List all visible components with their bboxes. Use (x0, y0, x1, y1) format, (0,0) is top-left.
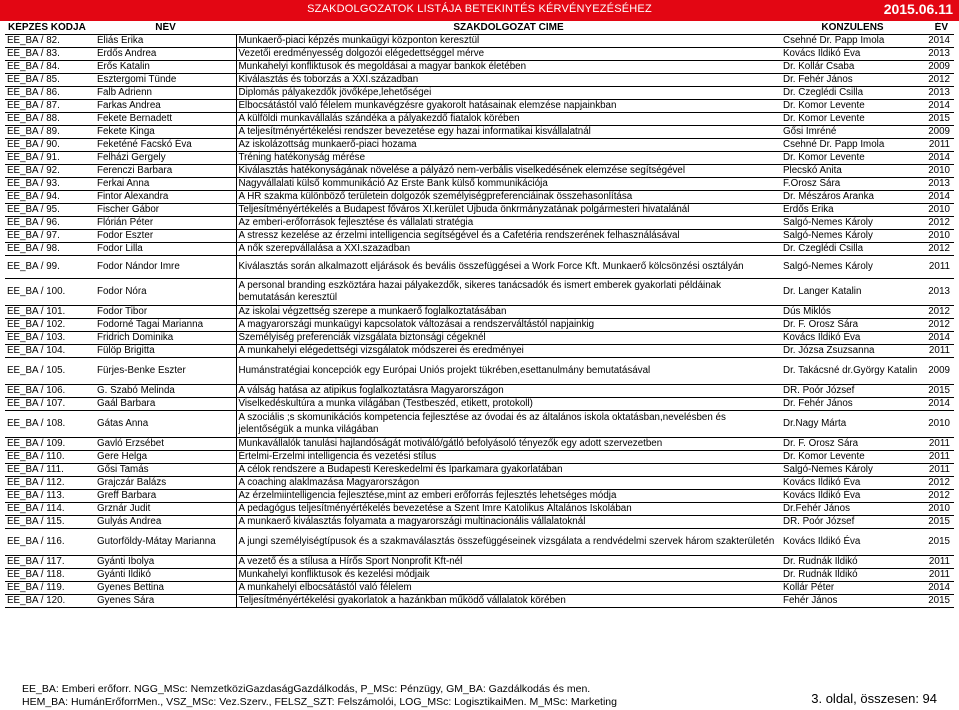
cell-year: 2010 (924, 411, 954, 438)
cell-title: A munkaerő kiválasztás folyamata a magyarországi multinacionális vállalatoknál (236, 516, 781, 529)
cell-consultant: Salgó-Nemes Károly (781, 256, 924, 279)
cell-code: EE_BA / 102. (5, 319, 95, 332)
cell-code: EE_BA / 92. (5, 165, 95, 178)
cell-name: Fekete Bernadett (95, 113, 236, 126)
cell-name: Gulyás Andrea (95, 516, 236, 529)
cell-consultant: Dr. Langer Katalin (781, 279, 924, 306)
cell-code: EE_BA / 97. (5, 230, 95, 243)
cell-code: EE_BA / 112. (5, 477, 95, 490)
column-header-code: KÉPZÉS KÓDJA (5, 22, 95, 35)
cell-name: Gátas Anna (95, 411, 236, 438)
table-row (5, 204, 954, 217)
cell-code: EE_BA / 90. (5, 139, 95, 152)
cell-title: A jungi személyiségtípusok és a szakmaválasztás összefüggéseinek vizsgálata a rendvédelmi szervek három szakterületén (236, 529, 781, 556)
abbreviation-legend (22, 683, 617, 709)
table-row (5, 191, 954, 204)
table-row (5, 152, 954, 165)
cell-code: EE_BA / 101. (5, 306, 95, 319)
cell-consultant: Plecskó Anita (781, 165, 924, 178)
cell-year: 2012 (924, 74, 954, 87)
cell-title: Humánstratégiai koncepciók egy Európai Uniós projekt tükrében,esettanulmány bemutatásával (236, 358, 781, 385)
cell-code: EE_BA / 82. (5, 35, 95, 48)
cell-title: A magyarországi munkaügyi kapcsolatok változásai a rendszerváltástól napjainkig (236, 319, 781, 332)
cell-title: Értelmi-Érzelmi intelligencia és vezetési stílus (236, 451, 781, 464)
table-row (5, 464, 954, 477)
cell-title: A HR szakma különböző területein dolgozók személyiségpreferenciáinak összehasonlítása (236, 191, 781, 204)
cell-year: 2012 (924, 243, 954, 256)
cell-consultant: Dr. F. Orosz Sára (781, 319, 924, 332)
cell-code: EE_BA / 113. (5, 490, 95, 503)
cell-title: A personal branding eszköztára hazai pályakezdők, sikeres tanácsadók és ismert emberek gyakorlati példáinak bemutatásán keresztül (236, 279, 781, 306)
cell-title: Munkahelyi konfliktusok és megoldásai a magyar bankok életében (236, 61, 781, 74)
cell-consultant: Kovács Ildikó Éva (781, 477, 924, 490)
cell-consultant: Kovács Ildikó Éva (781, 332, 924, 345)
cell-consultant: Dr. Fehér János (781, 398, 924, 411)
cell-code: EE_BA / 108. (5, 411, 95, 438)
table-row (5, 385, 954, 398)
table-row (5, 529, 954, 556)
cell-year: 2015 (924, 595, 954, 608)
thesis-table (5, 22, 954, 608)
cell-year: 2010 (924, 230, 954, 243)
table-row (5, 74, 954, 87)
cell-name: Falb Adrienn (95, 87, 236, 100)
table-row (5, 451, 954, 464)
cell-code: EE_BA / 104. (5, 345, 95, 358)
cell-name: Gyánti Ibolya (95, 556, 236, 569)
table-row (5, 113, 954, 126)
cell-name: Gutorföldy-Mátay Marianna (95, 529, 236, 556)
cell-title: A pedagógus teljesítményértékelés bevezetése a Szent Imre Katolikus Általános Iskolában (236, 503, 781, 516)
cell-consultant: DR. Poór József (781, 516, 924, 529)
cell-name: Gyenes Sára (95, 595, 236, 608)
cell-name: Ferenczi Barbara (95, 165, 236, 178)
table-row (5, 490, 954, 503)
table-row (5, 48, 954, 61)
table-row (5, 217, 954, 230)
cell-code: EE_BA / 117. (5, 556, 95, 569)
cell-name: Fodorné Tagai Marianna (95, 319, 236, 332)
cell-consultant: Gősi Imréné (781, 126, 924, 139)
column-header-name: NÉV (95, 22, 236, 35)
cell-name: Greff Barbara (95, 490, 236, 503)
cell-title: Az érzelmiintelligencia fejlesztése,mint az emberi erőforrás fejlesztés lehetséges módja (236, 490, 781, 503)
cell-consultant: Kovács Ildikó Éva (781, 48, 924, 61)
table-row (5, 516, 954, 529)
cell-consultant: F.Orosz Sára (781, 178, 924, 191)
cell-year: 2015 (924, 529, 954, 556)
table-row (5, 243, 954, 256)
cell-code: EE_BA / 103. (5, 332, 95, 345)
cell-code: EE_BA / 107. (5, 398, 95, 411)
cell-consultant: Salgó-Nemes Károly (781, 217, 924, 230)
cell-year: 2011 (924, 569, 954, 582)
cell-title: A külföldi munkavállalás szándéka a pályakezdő fiatalok körében (236, 113, 781, 126)
cell-code: EE_BA / 119. (5, 582, 95, 595)
cell-year: 2015 (924, 385, 954, 398)
cell-consultant: Dr. Czeglédi Csilla (781, 87, 924, 100)
table-body (5, 35, 954, 608)
cell-code: EE_BA / 118. (5, 569, 95, 582)
cell-name: Grajczár Balázs (95, 477, 236, 490)
cell-name: Gaál Barbara (95, 398, 236, 411)
cell-title: Munkaerő-piaci képzés munkaügyi központon keresztül (236, 35, 781, 48)
cell-consultant: Salgó-Nemes Károly (781, 464, 924, 477)
table-header-row (5, 22, 954, 35)
cell-code: EE_BA / 94. (5, 191, 95, 204)
cell-name: Gyánti Ildikó (95, 569, 236, 582)
table-row (5, 319, 954, 332)
cell-code: EE_BA / 83. (5, 48, 95, 61)
cell-title: A nők szerepvállalása a XXI.szazadban (236, 243, 781, 256)
cell-name: Éliás Erika (95, 35, 236, 48)
cell-year: 2013 (924, 279, 954, 306)
cell-title: Teljesítményértékelés a Budapest főváros XI.kerület Újbuda önkrmányzatának polgármesteri hivatalánál (236, 204, 781, 217)
cell-title: A szociális ;s skomunikációs kompetencia fejlesztése az óvodai és az általános iskola oktatásban,nevelésben és jelentőségük a munka világában (236, 411, 781, 438)
cell-consultant: Dr.Nagy Márta (781, 411, 924, 438)
table-row (5, 139, 954, 152)
cell-name: Gősi Tamás (95, 464, 236, 477)
cell-year: 2015 (924, 516, 954, 529)
table-row (5, 279, 954, 306)
legend-line: EE_BA: Emberi erőforr. NGG_MSc: NemzetköziGazdaságGazdálkodás, P_MSc: Pénzügy, GM_BA: Gazdálkodás és men. (22, 683, 591, 695)
cell-name: Gavló Erzsébet (95, 438, 236, 451)
cell-name: Fekete Kinga (95, 126, 236, 139)
cell-code: EE_BA / 105. (5, 358, 95, 385)
cell-title: A stressz kezelése az érzelmi intelligencia segítségével és a Cafetéria rendszerének felhasználásával (236, 230, 781, 243)
cell-code: EE_BA / 110. (5, 451, 95, 464)
table-row (5, 477, 954, 490)
column-header-year: ÉV (924, 22, 954, 35)
cell-title: Diplomás pályakezdők jövőképe,lehetőségei (236, 87, 781, 100)
cell-code: EE_BA / 99. (5, 256, 95, 279)
table-row (5, 100, 954, 113)
cell-consultant: Erdős Erika (781, 204, 924, 217)
cell-name: Fürjes-Benke Eszter (95, 358, 236, 385)
cell-year: 2015 (924, 113, 954, 126)
cell-name: Grznár Judit (95, 503, 236, 516)
cell-consultant: Csehné Dr. Papp Imola (781, 139, 924, 152)
table-header (5, 22, 954, 35)
cell-title: Kiválasztás hatékonyságának növelése a pályázó nem-verbális viselkedésének elemzése segítségével (236, 165, 781, 178)
cell-year: 2011 (924, 451, 954, 464)
cell-name: Gyenes Bettina (95, 582, 236, 595)
cell-title: Teljesítményértékelési gyakorlatok a hazánkban működő vállalatok körében (236, 595, 781, 608)
table-row (5, 556, 954, 569)
cell-consultant: Dr. Komor Levente (781, 451, 924, 464)
cell-name: Fodor Nándor Imre (95, 256, 236, 279)
cell-code: EE_BA / 96. (5, 217, 95, 230)
cell-title: Kiválasztás és toborzás a XXI.században (236, 74, 781, 87)
cell-code: EE_BA / 109. (5, 438, 95, 451)
cell-name: Erdős Andrea (95, 48, 236, 61)
cell-year: 2013 (924, 87, 954, 100)
table-row (5, 230, 954, 243)
cell-code: EE_BA / 89. (5, 126, 95, 139)
cell-consultant: Dr. Komor Levente (781, 113, 924, 126)
cell-name: Erős Katalin (95, 61, 236, 74)
cell-consultant: Dr. Rudnák Ildikó (781, 569, 924, 582)
cell-name: Fintor Alexandra (95, 191, 236, 204)
cell-code: EE_BA / 116. (5, 529, 95, 556)
cell-consultant: Salgó-Nemes Károly (781, 230, 924, 243)
table-row (5, 438, 954, 451)
table-row (5, 332, 954, 345)
cell-code: EE_BA / 98. (5, 243, 95, 256)
cell-code: EE_BA / 93. (5, 178, 95, 191)
cell-year: 2014 (924, 398, 954, 411)
cell-year: 2012 (924, 306, 954, 319)
cell-year: 2014 (924, 332, 954, 345)
cell-year: 2014 (924, 582, 954, 595)
cell-year: 2010 (924, 503, 954, 516)
cell-consultant: Dr. Fehér János (781, 74, 924, 87)
cell-title: Viselkedéskultúra a munka világában (Testbeszéd, etikett, protokoll) (236, 398, 781, 411)
cell-consultant: Dr. Komor Levente (781, 100, 924, 113)
cell-year: 2014 (924, 152, 954, 165)
cell-title: A teljesítményértékelési rendszer bevezetése egy hazai informatikai kisvállalatnál (236, 126, 781, 139)
table-row (5, 126, 954, 139)
cell-code: EE_BA / 100. (5, 279, 95, 306)
table-row (5, 411, 954, 438)
table-row (5, 61, 954, 74)
cell-name: Esztergomi Tünde (95, 74, 236, 87)
table-row (5, 256, 954, 279)
cell-consultant: Csehné Dr. Papp Imola (781, 35, 924, 48)
cell-year: 2009 (924, 358, 954, 385)
cell-year: 2012 (924, 477, 954, 490)
cell-code: EE_BA / 95. (5, 204, 95, 217)
table-row (5, 35, 954, 48)
cell-title: Vezetői eredményesség dolgozói elégedettséggel mérve (236, 48, 781, 61)
cell-consultant: Dr. Józsa Zsuzsanna (781, 345, 924, 358)
cell-name: Fodor Eszter (95, 230, 236, 243)
cell-consultant: Fehér János (781, 595, 924, 608)
cell-code: EE_BA / 120. (5, 595, 95, 608)
cell-title: Munkahelyi konfliktusok és kezelési módjaik (236, 569, 781, 582)
cell-year: 2013 (924, 48, 954, 61)
cell-code: EE_BA / 86. (5, 87, 95, 100)
cell-year: 2011 (924, 556, 954, 569)
cell-name: Feketéné Facskó Éva (95, 139, 236, 152)
cell-consultant: Kovács Ildikó Éva (781, 529, 924, 556)
cell-title: Nagyvállalati külső kommunikáció Az Erste Bank külső kommunikációja (236, 178, 781, 191)
cell-title: Az emberi-erőforrások fejlesztése és vállalati stratégia (236, 217, 781, 230)
cell-year: 2011 (924, 464, 954, 477)
cell-consultant: Dr. Rudnák Ildikó (781, 556, 924, 569)
column-header-consultant: KONZULENS (781, 22, 924, 35)
cell-title: A munkahelyi elégedettségi vizsgálatok módszerei és eredményei (236, 345, 781, 358)
table-row (5, 87, 954, 100)
document-date: 2015.06.11 (883, 1, 953, 17)
cell-code: EE_BA / 85. (5, 74, 95, 87)
cell-title: A célok rendszere a Budapesti Kereskedelmi és Iparkamara gyakorlatában (236, 464, 781, 477)
cell-name: Fodor Nóra (95, 279, 236, 306)
cell-consultant: DR. Poór József (781, 385, 924, 398)
cell-year: 2014 (924, 100, 954, 113)
cell-consultant: Kollár Péter (781, 582, 924, 595)
legend-line: HEM_BA: HumánErőforrMen., VSZ_MSc: Vez.Szerv., FELSZ_SZT: Felszámolói, LOG_MSc: LogisztikaiMen. M_MSc: Marketing (22, 696, 617, 708)
cell-code: EE_BA / 106. (5, 385, 95, 398)
cell-consultant: Dr. Takácsné dr.György Katalin (781, 358, 924, 385)
table-row (5, 306, 954, 319)
table-row (5, 595, 954, 608)
cell-year: 2014 (924, 35, 954, 48)
cell-consultant: Dr. Komor Levente (781, 152, 924, 165)
cell-year: 2011 (924, 438, 954, 451)
cell-year: 2011 (924, 139, 954, 152)
table-row (5, 569, 954, 582)
cell-name: Gere Helga (95, 451, 236, 464)
cell-name: Fischer Gábor (95, 204, 236, 217)
cell-code: EE_BA / 115. (5, 516, 95, 529)
cell-year: 2014 (924, 191, 954, 204)
cell-consultant: Dr.Fehér János (781, 503, 924, 516)
cell-name: Fülöp Brigitta (95, 345, 236, 358)
cell-year: 2011 (924, 345, 954, 358)
page-title: SZAKDOLGOZATOK LISTÁJA BETEKINTÉS KÉRVÉNYEZÉSÉHEZ (307, 3, 652, 15)
cell-code: EE_BA / 88. (5, 113, 95, 126)
cell-title: Kiválasztás során alkalmazott eljárások és bevális összefüggései a Work Force Kft. Munkaerő kölcsönzési osztályán (236, 256, 781, 279)
cell-title: Személyiség preferenciák vizsgálata biztonsági cégeknél (236, 332, 781, 345)
header-bar (0, 0, 959, 21)
cell-title: A vezető és a stílusa a Hírős Sport Nonprofit Kft-nél (236, 556, 781, 569)
cell-name: Fodor Tibor (95, 306, 236, 319)
cell-title: Elbocsátástól való félelem munkavégzésre gyakorolt hatásainak elemzése napjainkban (236, 100, 781, 113)
cell-year: 2013 (924, 178, 954, 191)
cell-title: A válság hatása az atipikus foglalkoztatásra Magyarországon (236, 385, 781, 398)
cell-year: 2009 (924, 126, 954, 139)
cell-year: 2012 (924, 490, 954, 503)
cell-name: Fridrich Dominika (95, 332, 236, 345)
column-header-title: SZAKDOLGOZAT CÍME (236, 22, 781, 35)
cell-code: EE_BA / 84. (5, 61, 95, 74)
cell-year: 2009 (924, 61, 954, 74)
cell-title: A coaching alaklmazása Magyarországon (236, 477, 781, 490)
cell-title: Munkavállalók tanulási hajlandóságát motiváló/gátló befolyásoló tényezők egy adott szervezetben (236, 438, 781, 451)
cell-code: EE_BA / 91. (5, 152, 95, 165)
cell-year: 2010 (924, 165, 954, 178)
cell-code: EE_BA / 114. (5, 503, 95, 516)
page-number: 3. oldal, összesen: 94 (811, 691, 937, 706)
cell-year: 2012 (924, 217, 954, 230)
cell-name: Ferkai Anna (95, 178, 236, 191)
cell-consultant: Dús Miklós (781, 306, 924, 319)
cell-name: G. Szabó Melinda (95, 385, 236, 398)
cell-consultant: Kovács Ildikó Éva (781, 490, 924, 503)
cell-year: 2011 (924, 256, 954, 279)
cell-consultant: Dr. Czeglédi Csilla (781, 243, 924, 256)
cell-name: Felházi Gergely (95, 152, 236, 165)
cell-code: EE_BA / 87. (5, 100, 95, 113)
cell-consultant: Dr. F. Orosz Sára (781, 438, 924, 451)
table-row (5, 178, 954, 191)
table-row (5, 345, 954, 358)
cell-consultant: Dr. Mészáros Aranka (781, 191, 924, 204)
cell-year: 2010 (924, 204, 954, 217)
cell-name: Farkas Andrea (95, 100, 236, 113)
table-row (5, 165, 954, 178)
cell-name: Fodor Lilla (95, 243, 236, 256)
cell-year: 2012 (924, 319, 954, 332)
cell-consultant: Dr. Kollár Csaba (781, 61, 924, 74)
cell-title: Tréning hatékonyság mérése (236, 152, 781, 165)
table-row (5, 582, 954, 595)
cell-title: Az iskolázottság munkaerő-piaci hozama (236, 139, 781, 152)
table-row (5, 358, 954, 385)
cell-name: Flórián Péter (95, 217, 236, 230)
table-row (5, 398, 954, 411)
cell-title: Az iskolai végzettség szerepe a munkaerő foglalkoztatásában (236, 306, 781, 319)
cell-code: EE_BA / 111. (5, 464, 95, 477)
table-row (5, 503, 954, 516)
cell-title: A munkahelyi elbocsátástól való félelem (236, 582, 781, 595)
